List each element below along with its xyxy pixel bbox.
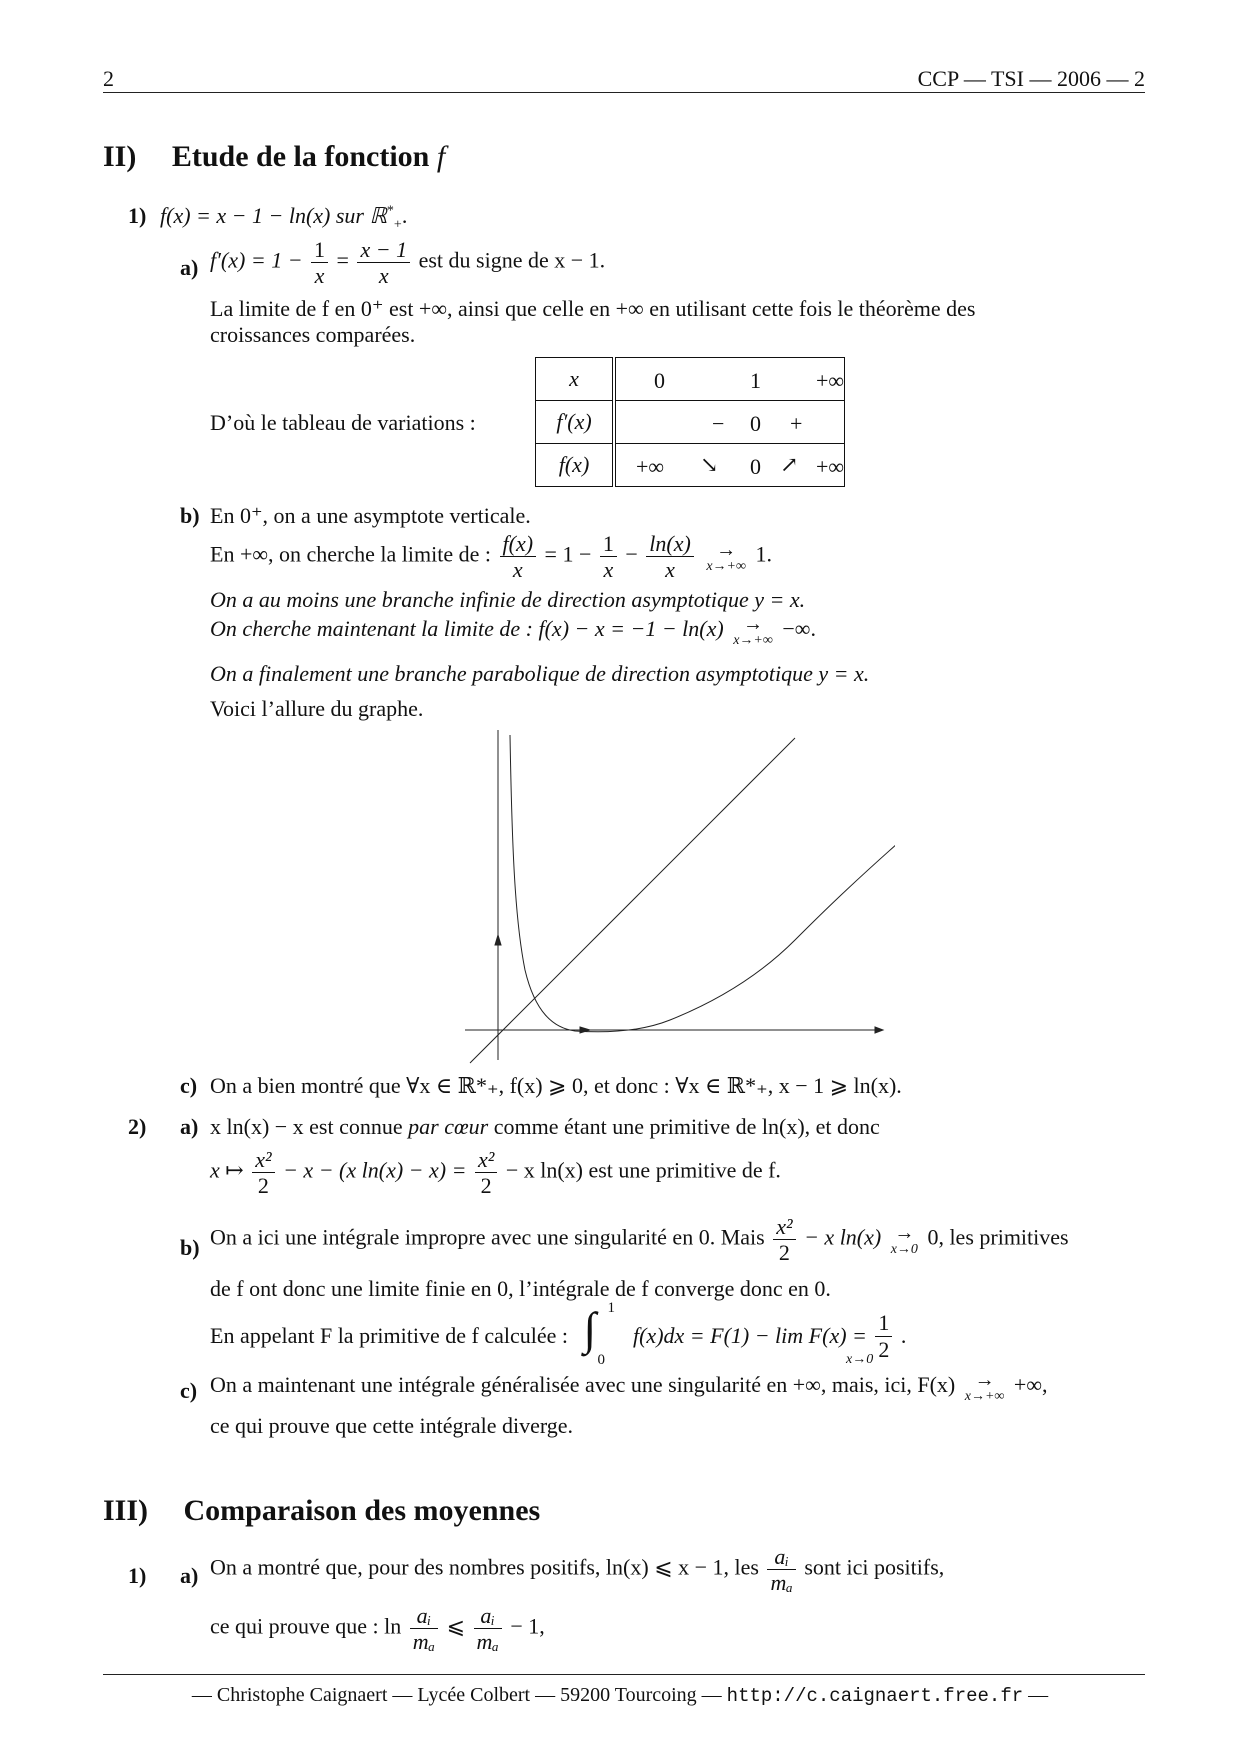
section-number: II)	[103, 140, 137, 173]
equals: =	[336, 247, 349, 273]
lim-subscript: x→0	[846, 1352, 874, 1367]
section-2-heading	[103, 140, 445, 174]
section-title: Comparaison des moyennes	[183, 1494, 541, 1527]
section-number: III)	[103, 1494, 149, 1527]
table-cell: 0	[750, 454, 761, 479]
subquestion-label: b)	[180, 1235, 200, 1260]
table-cell: 0	[750, 411, 761, 436]
footer-rule	[103, 1674, 1145, 1675]
question-label: 1)	[128, 1563, 147, 1588]
derivative-lhs: f′(x) = 1 −	[210, 247, 303, 273]
comparison-line-2: ce qui prouve que : ln $\frac{\text{aᵢ}}{\text{mₐ}}$ ⩽ $\frac{\text{aᵢ}}{\text{mₐ}}$ − 1,	[210, 1603, 545, 1655]
text-fragment: On cherche maintenant la limite de : f(x) − x = −1 − ln(x)	[210, 616, 724, 642]
table-row-x	[614, 358, 845, 401]
x-axis-arrow	[875, 1027, 883, 1033]
subquestion-label: b)	[180, 503, 200, 528]
improper-integral-line: On a ici une intégrale impropre avec une singularité en 0. Mais $\frac{\text{x²}}{2}$ − x ln(x) → x→0 0, les primitives	[210, 1214, 1069, 1266]
subquestion-label: a)	[180, 1114, 199, 1139]
comparison-line-1: On a montré que, pour des nombres positifs, ln(x) ⩽ x − 1, les $\frac{\text{aᵢ}}{\text{mₐ}}$ sont ici positifs,	[210, 1544, 945, 1596]
subquestion-label: c)	[180, 1378, 198, 1403]
text-line: On a finalement une branche parabolique de direction asymptotique y = x.	[210, 661, 870, 686]
text-line: La limite de f en 0⁺ est +∞, ainsi que celle en +∞ en utilisant cette fois le théorème des	[210, 296, 976, 321]
table-cell: 1	[750, 368, 761, 393]
integral-sign: ∫ 1 0	[583, 1300, 615, 1368]
table-cell: +∞	[636, 454, 665, 479]
curve-arrow-up	[495, 935, 501, 945]
function-graph	[465, 730, 895, 1065]
text-line: Voici l’allure du graphe.	[210, 696, 424, 721]
limit-paragraph	[210, 296, 1145, 348]
function-definition: f(x) = x − 1 − ln(x) sur ℝ*$_+$.	[160, 203, 408, 233]
header-rule	[103, 92, 1145, 93]
table-head-f: f(x)	[536, 444, 615, 487]
subquestion-label: a)	[180, 1563, 199, 1588]
table-cell: −	[712, 411, 725, 436]
table-cell: 0	[654, 368, 665, 393]
subquestion-label: a)	[180, 255, 199, 280]
table-cell: +∞	[816, 454, 845, 479]
asymptote-line	[470, 738, 795, 1063]
footer-text: — Christophe Caignaert — Lycée Colbert — 59200 Tourcoing —	[191, 1684, 722, 1706]
divergence-line: On a maintenant une intégrale généralisée avec une singularité en +∞, mais, ici, F(x) → x→+∞ +∞,	[210, 1369, 1048, 1404]
text-fragment: En +∞, on cherche la limite de :	[210, 541, 491, 567]
integral-line: En appelant F la primitive de f calculée : ∫ 1 0 f(x)dx = F(1) − lim F(x) = $\frac{1}{2}$ . x→0	[210, 1300, 907, 1368]
table-head-x: x	[536, 358, 615, 401]
text-line: croissances comparées.	[210, 322, 416, 347]
arrow-up-icon: ↗	[780, 452, 799, 477]
variation-table	[535, 357, 845, 487]
definition-text: f(x) = x − 1 − ln(x) sur ℝ	[160, 203, 387, 228]
fraction: $\frac{x - 1}{x}$	[357, 238, 410, 287]
limit-line: En +∞, on cherche la limite de : $\frac{f(x)}{x}$ = 1 − $\frac{1}{x}$ − $\frac{\ln(x)}{x}$ → x→+∞ 1.	[210, 531, 772, 583]
fraction: $\frac{1}{x}$	[311, 238, 328, 287]
table-row-fprime	[614, 401, 845, 444]
primitive-line-2: x ↦ $\frac{\text{x²}}{2}$ − x − (x ln(x) − x) = $\frac{\text{x²}}{2}$ − x ln(x) est une primitive de f.	[210, 1147, 781, 1199]
table-intro: D’où le tableau de variations :	[210, 410, 476, 435]
subquestion-label: c)	[180, 1073, 198, 1098]
footer-link[interactable]: http://c.caignaert.free.fr	[726, 1685, 1024, 1707]
footer-end: —	[1028, 1684, 1049, 1706]
asymptote-text: En 0⁺, on a une asymptote verticale.	[210, 503, 531, 528]
table-cell: +∞	[816, 368, 845, 393]
page-number: 2	[103, 66, 114, 91]
sign-text: est du signe de x − 1.	[418, 247, 606, 273]
question-label: 2)	[128, 1114, 147, 1139]
footer	[0, 1684, 1240, 1707]
primitive-line-1: x ln(x) − x est connue par cœur comme étant une primitive de ln(x), et donc	[210, 1114, 880, 1139]
table-head-fprime: f′(x)	[536, 401, 615, 444]
derivative-line	[210, 238, 605, 287]
arrow-down-icon: ↘	[700, 452, 719, 477]
text-line: ce qui prouve que cette intégrale diverge.	[210, 1413, 574, 1438]
limit-line-2: On cherche maintenant la limite de : f(x) − x = −1 − ln(x) → x→+∞ −∞.	[210, 613, 816, 648]
question-label: 1)	[128, 203, 147, 228]
text-line: On a au moins une branche infinie de direction asymptotique y = x.	[210, 587, 806, 612]
table-row-f	[614, 444, 845, 487]
conclusion-text: On a bien montré que ∀x ∈ ℝ*₊, f(x) ⩾ 0, et donc : ∀x ∈ ℝ*₊, x − 1 ⩾ ln(x).	[210, 1073, 902, 1098]
section-title: Etude de la fonction	[171, 140, 430, 173]
function-curve	[510, 735, 895, 1032]
section-title-var: f	[436, 140, 446, 173]
table-cell: +	[790, 411, 803, 436]
running-header: CCP — TSI — 2006 — 2	[917, 66, 1145, 91]
section-3-heading	[103, 1494, 540, 1528]
text-line: de f ont donc une limite finie en 0, l’intégrale de f converge donc en 0.	[210, 1276, 831, 1301]
